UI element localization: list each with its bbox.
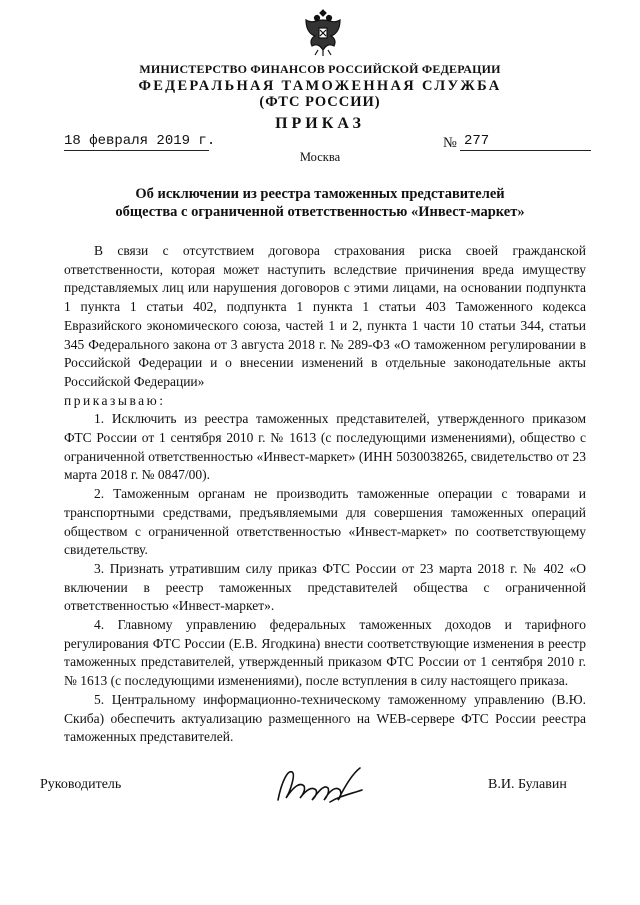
service-abbreviation: (ФТС РОССИИ) xyxy=(259,94,381,110)
order-number: 277 xyxy=(460,133,591,151)
document-type: ПРИКАЗ xyxy=(275,115,365,132)
city: Москва xyxy=(299,150,341,164)
intro-text: В связи с отсутствием договора страхования риска своей гражданской ответственности, которая может наступить вследствие причинения вреда имуществу представляемых лиц или нарушения договоров с этими лицами, на основании подпункта 1 пункта 1 статьи 402, подпункта 1 пункта 1 статьи 403 Таможенного кодекса Евразийского экономического союза, частей 1 и 2, пункта 1 части 10 статьи 344, статьи 345 Федерального закона от 3 августа 2018 г. № 289-ФЗ «О таможенном регулировании в Российской Федерации и о внесении изменений в отдельные законодательные акты Российской Федерации» xyxy=(64,243,586,389)
order-date: 18 февраля 2019 г. xyxy=(64,133,216,149)
document-title xyxy=(0,185,640,221)
ministry-name: МИНИСТЕРСТВО ФИНАНСОВ РОССИЙСКОЙ ФЕДЕРАЦИИ xyxy=(139,62,501,76)
order-item-1: 1. Исключить из реестра таможенных представителей, утвержденного приказом ФТС России от 1 сентября 2010 г. № 1613 (с последующими изменениями), общество с ограниченной ответственностью «Инвест-маркет» (ИНН 5030038265, свидетельство от 23 марта 2018 г. № 0847/00). xyxy=(64,411,586,483)
title-line-1: Об исключении из реестра таможенных представителей xyxy=(135,186,505,202)
intro-paragraph xyxy=(64,242,586,410)
signatory-name: В.И. Булавин xyxy=(488,777,567,792)
coat-of-arms-emblem xyxy=(302,6,344,58)
order-number-sign: № xyxy=(443,135,457,151)
service-name: ФЕДЕРАЛЬНАЯ ТАМОЖЕННАЯ СЛУЖБА xyxy=(138,78,502,94)
signatory-position: Руководитель xyxy=(40,777,122,792)
handwritten-signature xyxy=(270,760,370,810)
order-item-3: 3. Признать утратившим силу приказ ФТС России от 23 марта 2018 г. № 402 «О включении в реестр таможенных представителей общества с ограниченной ответственностью «Инвест-маркет». xyxy=(64,560,586,614)
document-body xyxy=(64,242,586,747)
order-item-2: 2. Таможенным органам не производить таможенные операции с товарами и транспортными средствами, предъявляемыми для совершения таможенных операций обществом с ограниченной ответственностью «Инвест-маркет» по соответствующему свидетельству. xyxy=(64,486,586,558)
title-line-2: общества с ограниченной ответственностью «Инвест-маркет» xyxy=(115,204,525,220)
order-item-5: 5. Центральному информационно-техническому таможенному управлению (В.Ю. Скиба) обеспечить актуализацию размещенного на WEB-сервере ФТС России реестра таможенных представителей. xyxy=(64,691,586,745)
order-word: приказываю: xyxy=(64,392,166,408)
order-item-4: 4. Главному управлению федеральных таможенных доходов и тарифного регулирования ФТС России (Е.В. Ягодкина) внести соответствующие изменения в реестр таможенных представителей, утвержденный приказом ФТС России от 1 сентября 2010 г. № 1613 (с последующими изменениями), после вступления в силу настоящего приказа. xyxy=(64,617,586,689)
